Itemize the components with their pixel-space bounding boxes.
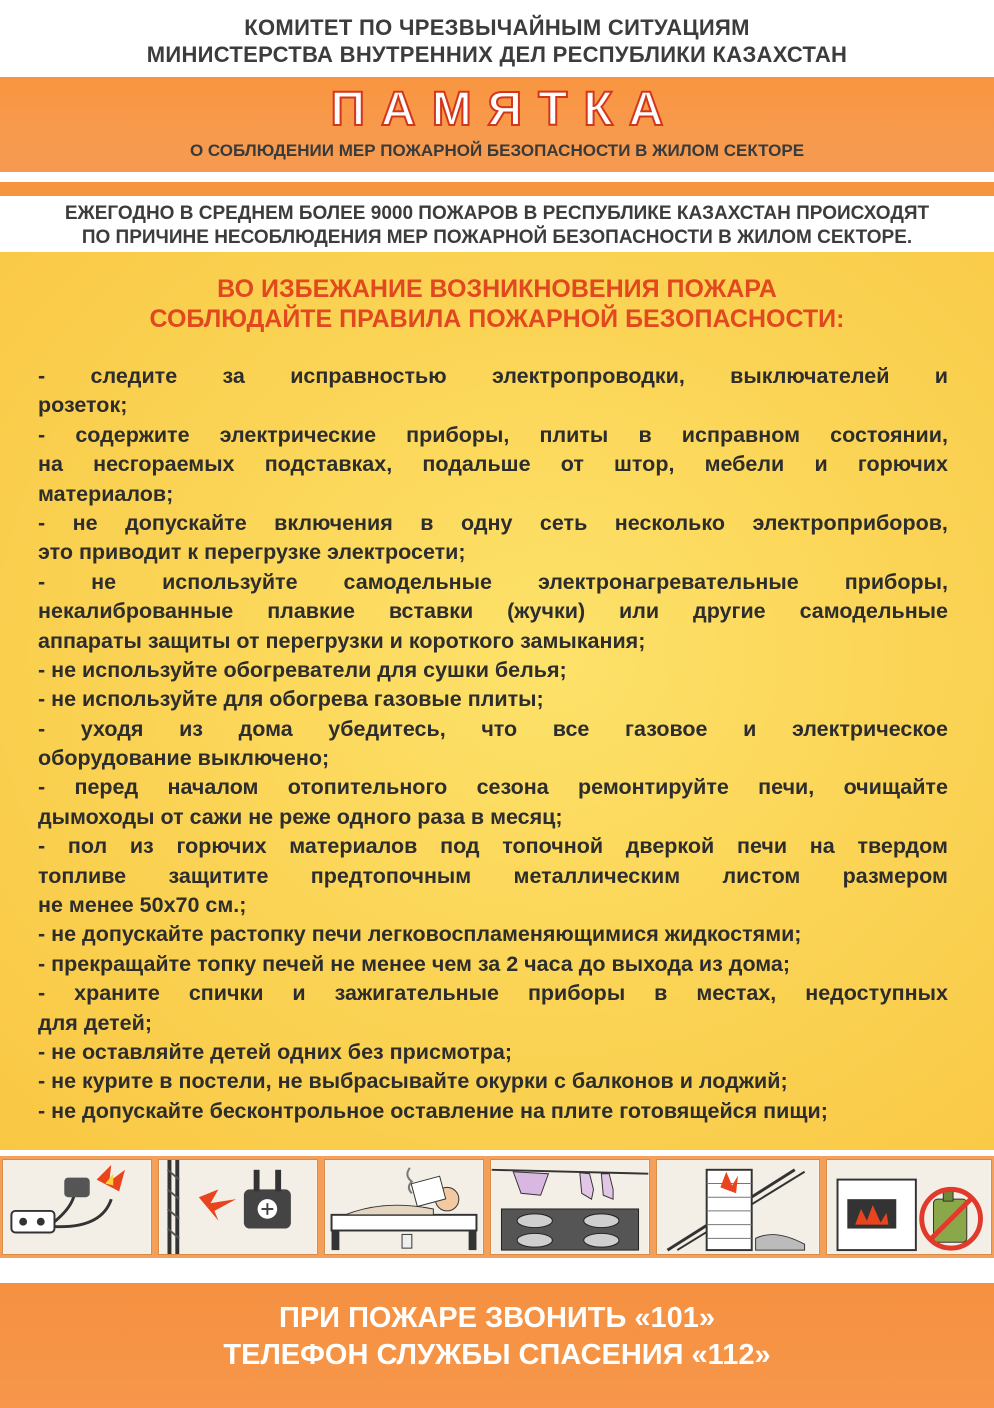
title-band: [0, 77, 994, 172]
rule-line: - не допускайте включения в одну сеть несколько электроприборов,: [38, 510, 948, 535]
rule-line: - не используйте самодельные электронагревательные приборы,: [38, 569, 948, 594]
rule-line: - уходя из дома убедитесь, что все газовое и электрическое: [38, 716, 948, 741]
page-subtitle: О СОБЛЮДЕНИИ МЕР ПОЖАРНОЙ БЕЗОПАСНОСТИ В ЖИЛОМ СЕКТОРЕ: [189, 141, 805, 160]
rule-line: - пол из горючих материалов под топочной дверкой печи на твердом: [38, 834, 948, 859]
rule-line: материалов;: [38, 481, 174, 506]
rule-line: - не допускайте бесконтрольное оставление на плите готовящейся пищи;: [38, 1098, 828, 1123]
rule-line: на несгораемых подставках, подальше от штор, мебели и горючих: [38, 452, 948, 477]
rules-list: [38, 362, 948, 1126]
rules-heading: [0, 274, 994, 334]
overloaded-socket-icon: [2, 1159, 152, 1255]
rule-line: - перед началом отопительного сезона ремонтируйте печи, очищайте: [38, 775, 948, 800]
organization-header: [0, 14, 994, 68]
statistic-block: [0, 202, 994, 250]
rule-line: оборудование выключено;: [38, 746, 330, 771]
rule-line: розеток;: [38, 393, 128, 418]
rule-line: - содержите электрические приборы, плиты в исправном состоянии,: [38, 422, 948, 447]
org-line-2: МИНИСТЕРСТВА ВНУТРЕННИХ ДЕЛ РЕСПУБЛИКИ КАЗАХСТАН: [146, 42, 848, 67]
emergency-footer: [0, 1283, 994, 1408]
smoking-in-bed-icon: [324, 1159, 484, 1255]
faulty-wiring-icon: [158, 1159, 318, 1255]
rule-line: не менее 50x70 см.;: [38, 893, 247, 918]
statistic-line-2: ПО ПРИЧИНЕ НЕСОБЛЮДЕНИЯ МЕР ПОЖАРНОЙ БЕЗОПАСНОСТИ В ЖИЛОМ СЕКТОРЕ.: [81, 227, 913, 248]
rules-panel: [0, 252, 994, 1150]
rule-line: - прекращайте топку печей не менее чем за 2 часа до выхода из дома;: [38, 951, 791, 976]
rule-line: - не допускайте растопку печи легковоспламеняющимися жидкостями;: [38, 922, 802, 947]
rule-line: - не курите в постели, не выбрасывайте окурки с балконов и лоджий;: [38, 1069, 788, 1094]
rule-line: для детей;: [38, 1010, 153, 1035]
rule-line: это приводит к перегрузке электросети;: [38, 540, 466, 565]
rescue-number-line: ТЕЛЕФОН СЛУЖБЫ СПАСЕНИЯ «112»: [223, 1339, 771, 1371]
rules-heading-line-1: ВО ИЗБЕЖАНИЕ ВОЗНИКНОВЕНИЯ ПОЖАРА: [217, 275, 777, 303]
fire-number-line: ПРИ ПОЖАРЕ ЗВОНИТЬ «101»: [279, 1302, 715, 1334]
divider-band: [0, 182, 994, 196]
drying-clothes-over-stove-icon: [490, 1159, 650, 1255]
rule-line: - не используйте обогреватели для сушки белья;: [38, 657, 567, 682]
statistic-line-1: ЕЖЕГОДНО В СРЕДНЕМ БОЛЕЕ 9000 ПОЖАРОВ В РЕСПУБЛИКЕ КАЗАХСТАН ПРОИСХОДЯТ: [64, 203, 930, 224]
rule-line: дымоходы от сажи не реже одного раза в месяц;: [38, 804, 563, 829]
rule-line: - следите за исправностью электропроводки, выключателей и: [38, 364, 948, 388]
emergency-numbers: [0, 1300, 994, 1374]
page-title: ПАМЯТКА: [330, 83, 680, 136]
illustration-strip: [0, 1156, 994, 1258]
rule-line: некалиброванные плавкие вставки (жучки) или другие самодельные: [38, 599, 948, 624]
rule-line: топливе защитите предтопочным металлическим листом размером: [38, 863, 948, 888]
rule-line: - не используйте для обогрева газовые плиты;: [38, 687, 544, 712]
rules-heading-line-2: СОБЛЮДАЙТЕ ПРАВИЛА ПОЖАРНОЙ БЕЗОПАСНОСТИ:: [149, 305, 845, 333]
no-flammable-liquid-stove-icon: [826, 1159, 992, 1255]
rule-line: аппараты защиты от перегрузки и короткого замыкания;: [38, 628, 646, 653]
org-line-1: КОМИТЕТ ПО ЧРЕЗВЫЧАЙНЫМ СИТУАЦИЯМ: [244, 15, 750, 40]
rule-line: - храните спички и зажигательные приборы в местах, недоступных: [38, 981, 948, 1006]
rule-line: - не оставляйте детей одних без присмотра;: [38, 1039, 512, 1064]
chimney-fire-icon: [656, 1159, 820, 1255]
